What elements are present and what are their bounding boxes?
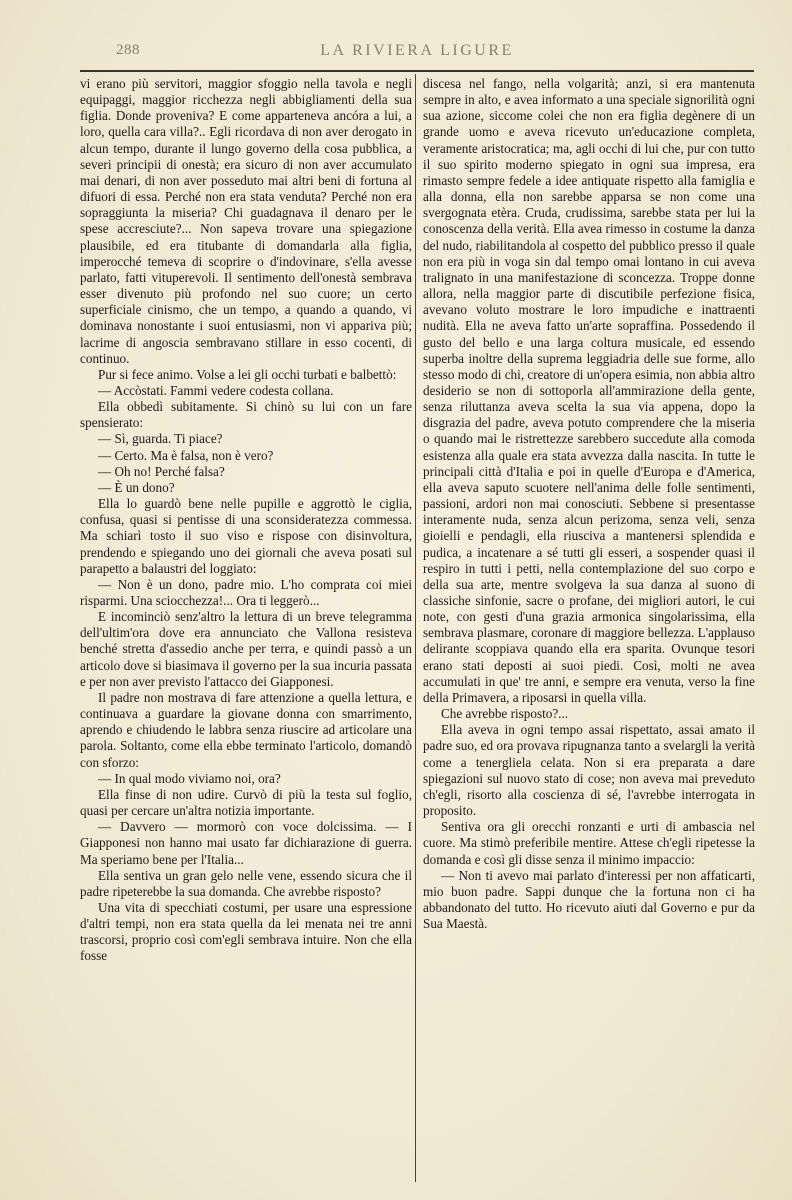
column-divider [415,74,416,1182]
paragraph: Pur si fece animo. Volse a lei gli occhi turbati e balbettò: [98,366,397,382]
paragraph: — È un dono? [98,479,175,495]
paragraph: Ella obbedì subitamente. Si chinò su lui con un fare spensierato: [80,399,412,431]
right-column [423,76,755,932]
paragraph: Una vita di specchiati costumi, per usare una espressione d'altri tempi, non era stata quella da lei menata nei tre anni trascorsi, proprio così com'egli sembrava intuire. Non che ella fosse [80,899,412,964]
paragraph: Ella lo guardò bene nelle pupille e aggrottò le ciglia, confusa, quasi si pentisse di una sconsideratezza commessa. Ma schiarì tosto il suo viso e rispose con disinvoltura, prendendo e spiegando uno dei giornali che aveva posati sul parapetto a balaustri del loggiato: [80,496,412,576]
paragraph: Ella aveva in ogni tempo assai rispettato, assai amato il padre suo, ed ora provava ripugnanza tanto a svelargli la verità come a tenergliela celata. Non si era preparata a dare spiegazioni sul nuovo stato di cose; non aveva mai preveduto ch'egli, risorto alla coscienza di sé, l'avrebbe interrogata in proposito. [423,722,755,819]
paragraph: Ella finse di non udire. Curvò di più la testa sul foglio, quasi per cercare un'altra notizia importante. [80,786,412,819]
running-title: LA RIVIERA LIGURE [320,42,514,59]
paragraph: — Sì, guarda. Ti piace? [98,431,223,447]
paragraph: E incominciò senz'altro la lettura di un breve telegramma dell'ultim'ora dove era annunciato che Vallona resisteva benché stretta d'assedio anche per terra, e quindi passò a un articolo dove si biasimava il governo per la sua incuria passata e per non aver previsto l'attacco dei Giapponesi. [80,609,412,689]
paragraph: Il padre non mostrava di fare attenzione a quella lettura, e continuava a guardare la giovane donna con smarrimento, aprendo e chiudendo le labbra senza riuscire ad articolare una parola. Soltanto, come ella ebbe terminato l'articolo, domandò con sforzo: [80,689,412,770]
paragraph: Ella sentiva un gran gelo nelle vene, essendo sicura che il padre ripeterebbe la sua domanda. Che avrebbe risposto? [80,867,412,899]
paragraph: — Davvero — mormorò con voce dolcissima. — I Giapponesi non hanno mai usato far dichiarazione di guerra. Ma speriamo bene per l'Italia... [80,819,412,867]
paragraph: — Accòstati. Fammi vedere codesta collana. [98,382,334,398]
paragraph: — Non ti avevo mai parlato d'interessi per non affaticarti, mio buon padre. Sappi dunque che la fortuna non ci ha abbandonato del tutto. Ho ricevuto aiuti dal Governo e pur da Sua Maestà. [423,867,755,932]
page-header [80,42,754,64]
paragraph: — In qual modo viviamo noi, ora? [98,770,281,786]
paragraph: — Certo. Ma è falsa, non è vero? [98,447,274,463]
paragraph: Che avrebbe risposto?... [441,706,569,722]
paragraph: — Oh no! Perché falsa? [98,463,225,479]
paragraph: vi erano più servitori, maggior sfoggio nella tavola e negli equipaggi, maggior ricchezza negli abbigliamenti della sua figlia. Donde proveniva? E come apparteneva ancóra a lui, a loro, quella cara villa?.. Egli ricordava di non aver derogato in alcun tempo, durante il lungo governo della cosa pubblica, a severi principii di onestà; era sicuro di non aver accumulato mai denari, di non aver posseduto mai altri beni di fortuna al difuori di essa. Perché non era stata venduta? Perché non era sopraggiunta la miseria? Chi guadagnava il denaro per le spese accresciute?... Non sapeva trovare una spiegazione plausibile, ed era titubante di domandarla alla figlia, imperocché temeva di scoprire o d'indovinare, s'ella avesse parlato, fatti vituperevoli. Il sentimento dell'onestà sembrava esser divenuto più profondo nel suo cuore; un certo superficiale cinismo, che un tempo, a quando a quando, vi dominava nonostante i suoi entusiasmi, non vi appariva più; lacrime di angoscia sembravano stillare in esso cocenti, di continuo. [80,76,412,366]
page-number: 288 [116,42,140,58]
left-column [80,76,412,965]
paragraph: Sentiva ora gli orecchi ronzanti e urti di ambascia nel cuore. Ma stimò preferibile mentire. Attese ch'egli ripetesse la domanda e così gli disse senza il minimo impaccio: [423,819,755,867]
paragraph: — Non è un dono, padre mio. L'ho comprata coi miei risparmi. Una sciocchezza!... Ora ti leggerò... [80,576,412,608]
header-rule [80,70,754,72]
paragraph: discesa nel fango, nella volgarità; anzi, si era mantenuta sempre in alto, e avea informato a una speciale signorilità ogni sua azione, siccome colei che non era figlia degènere di un grande uomo e aveva ricevuto un'educazione completa, veramente aristocratica; ma, agli occhi di lui che, pur con tutto il suo spirito moderno spiegato in ogni sua impresa, era rimasto sempre fedele a idee antiquate rispetto alla famiglia e alla donna, ella non sarebbe apparsa se non come una svergognata etèra. Cruda, crudissima, sarebbe stata per lui la conoscenza della verità. Ella avea rimesso in costume la danza del nudo, riabilitandola al cospetto del pubblico presso il quale non era più in voga sin dal tempo omai lontano in cui aveva tralignato in una manifestazione di sconcezza. Troppe donne allora, nella maggior parte di discutibile perfezione fisica, avevano voluto mostrare le loro impudiche e inattraenti nudità. Ella ne aveva fatto un'arte sopraffina. Possedendo il gusto del bello e una larga coltura musicale, ed essendo superba inoltre della suprema leggiadria delle sue forme, allo stesso modo di chi, creatore di un'opera esimia, non abbia altro desiderio se non di sottoporla all'ammirazione della gente, senza riluttanza aveva scelta la sua via appena, dopo la disgrazia del padre, aveva potuto comprendere che la miseria o quando mai le ristrettezze sarebbero succedute alla comoda esistenza alla quale era stata avvezza dalla nascita. In tutte le principali città d'Italia e poi in quelle d'Europa e d'America, ella aveva saputo scuotere nell'anima delle folle sentimenti, passioni, ardori non mai conosciuti. Sebbene si presentasse interamente nuda, senza alcun perizoma, senza veli, senza gioielli e pendagli, ella riusciva a mantenersi splendida e pudica, a incatenare a sé tutti gli esseri, a sospender quasi il respiro in tutti i petti, nella contemplazione del suo corpo e della sua arte, mentre svolgeva la sua danza al suono di classiche sinfonie, sacre o profane, dei migliori autori, le cui note, con gesti d'una grazia armonica singolarissima, ella sembrava plasmare, coronare di maggiore bellezza. L'applauso delirante scoppiava quando ella era sparita. Ovunque tesori erano stati deposti ai suoi piedi. Così, molti ne avea accumulati in que' tre anni, e sempre era venuta, verso la fine della Primavera, a riposarsi in quella villa. [423,76,755,705]
